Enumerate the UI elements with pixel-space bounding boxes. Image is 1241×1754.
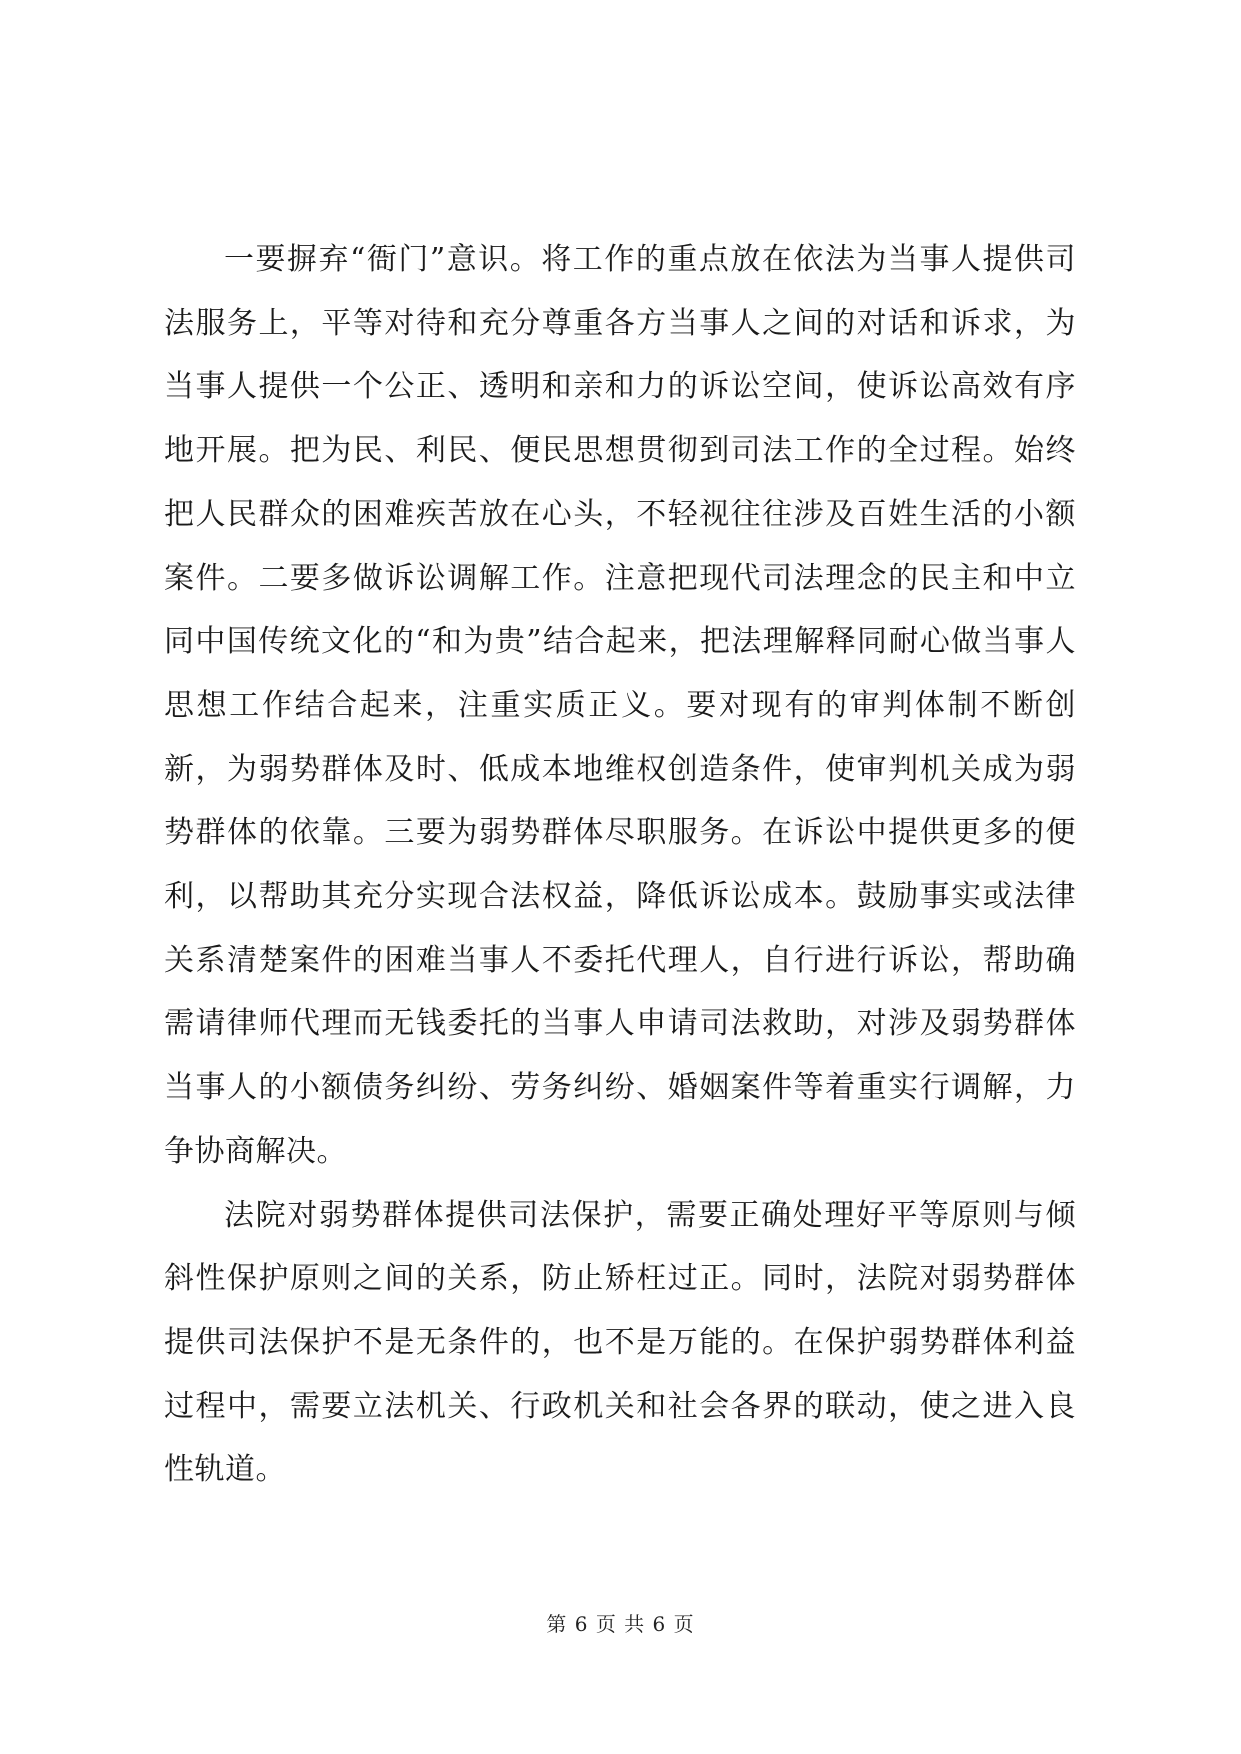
document-body <box>164 228 1076 1502</box>
paragraph-2: 法院对弱势群体提供司法保护，需要正确处理好平等原则与倾斜性保护原则之间的关系，防止矫枉过正。同时，法院对弱势群体提供司法保护不是无条件的，也不是万能的。在保护弱势群体利益过程中，需要立法机关、行政机关和社会各界的联动，使之进入良性轨道。 <box>164 1197 1076 1488</box>
page-footer: 第 6 页 共 6 页 <box>546 1612 695 1636</box>
paragraph-1: 一要摒弃“衙门”意识。将工作的重点放在依法为当事人提供司法服务上，平等对待和充分尊重各方当事人之间的对话和诉求，为当事人提供一个公正、透明和亲和力的诉讼空间，使诉讼高效有序地开展。把为民、利民、便民思想贯彻到司法工作的全过程。始终把人民群众的困难疾苦放在心头，不轻视往往涉及百姓生活的小额案件。二要多做诉讼调解工作。注意把现代司法理念的民主和中立同中国传统文化的“和为贵”结合起来，把法理解释同耐心做当事人思想工作结合起来，注重实质正义。要对现有的审判体制不断创新，为弱势群体及时、低成本地维权创造条件，使审判机关成为弱势群体的依靠。三要为弱势群体尽职服务。在诉讼中提供更多的便利，以帮助其充分实现合法权益，降低诉讼成本。鼓励事实或法律关系清楚案件的困难当事人不委托代理人，自行进行诉讼，帮助确需请律师代理而无钱委托的当事人申请司法救助，对涉及弱势群体当事人的小额债务纠纷、劳务纠纷、婚姻案件等着重实行调解，力争协商解决。 <box>164 242 1076 1169</box>
